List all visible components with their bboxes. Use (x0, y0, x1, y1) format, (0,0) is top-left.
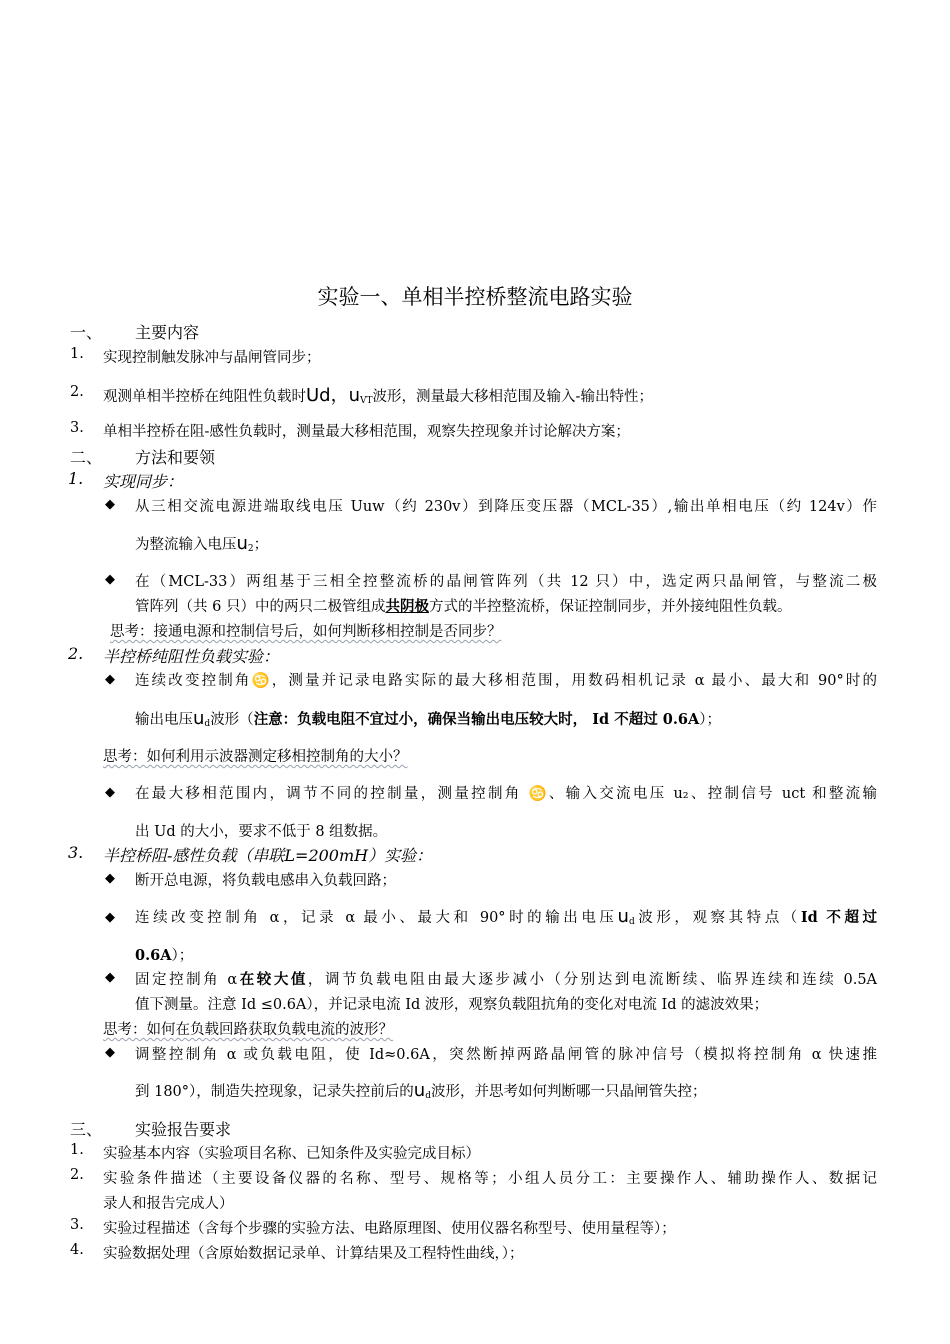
m3b4-sub: d (425, 1091, 431, 1101)
item-2-pre: 观测单相半控桥在纯阻性负载时 (103, 389, 306, 405)
m3b2-pre: 连续改变控制角 α，记录 α 最小、最大和 90°时的输出电压 (135, 910, 618, 926)
bullet-diamond: ◆ (105, 871, 115, 886)
bullet-diamond: ◆ (105, 910, 115, 925)
item-2-u: u (348, 385, 361, 406)
report-2-number: 2. (70, 1167, 84, 1183)
m3b2-bold-2: 0.6A (135, 947, 172, 964)
section-2-number: 二、 (70, 448, 103, 467)
method-3-heading: 半控桥阻-感性负载（串联L=200mH）实验： (103, 846, 433, 865)
method-1-heading: 实现同步： (103, 472, 184, 491)
report-3-number: 3. (70, 1217, 84, 1233)
m3b2-u: u (617, 906, 629, 927)
m2b1-bold: 注意：负载电阻不宜过小，确保当输出电压较大时， Id 不超过 0.6A (253, 711, 700, 728)
method-3-think: 思考：如何在负载回路获取负载电流的波形？ (103, 1022, 393, 1038)
section-3-number: 三、 (70, 1120, 103, 1139)
m2b1-u: u (193, 708, 205, 729)
method-3-bullet-2-line-2 (135, 944, 193, 965)
m1b1-pre: 为整流输入电压 (135, 537, 237, 553)
item-3-number: 3. (70, 420, 84, 436)
m3b2-bold: Id 不超过 (800, 909, 878, 926)
m1b1-post: ； (253, 537, 269, 553)
method-3-bullet-4-line-2 (135, 1080, 706, 1101)
m3b2-post: ）； (171, 948, 194, 964)
method-3-bullet-4-line-1: 调整控制角 α 或负载电阻，使 Id≈0.6A，突然断掉两路晶闸管的脉冲信号（模拟将控制角 α 快速推 (135, 1047, 877, 1063)
method-3-number: 3. (68, 843, 84, 862)
report-4-number: 4. (70, 1242, 84, 1258)
m3b4-u: u (413, 1080, 426, 1101)
method-2-bullet-1-line-1: 连续改变控制角♋，测量并记录电路实际的最大移相范围，用数码相机记录 α 最小、最大和 90°时的 (135, 673, 877, 689)
report-2-line-1: 实验条件描述（主要设备仪器的名称、型号、规格等；小组人员分工：主要操作人、辅助操作人、数据记 (103, 1171, 877, 1187)
method-3-bullet-3-line-1 (135, 968, 877, 989)
m3b3-pre: 固定控制角 α (135, 972, 238, 988)
item-1-number: 1. (70, 346, 84, 362)
method-2-bullet-2-line-2: 出 Ud 的大小，要求不低于 8 组数据。 (135, 824, 388, 840)
m2b1-mid: 波形（ (210, 712, 254, 728)
section-1-heading: 主要内容 (135, 323, 200, 342)
method-1-bullet-1-line-2 (135, 533, 268, 554)
bullet-diamond: ◆ (105, 970, 115, 985)
m1b2-pre: 管阵列（共 6 只）中的两只二极管组成 (135, 599, 386, 615)
method-2-heading: 半控桥纯阻性负载实验： (103, 647, 280, 666)
method-3-bullet-3-line-2: 值下测量。注意 Id ≤0.6A），并记录电流 Id 波形，观察负载阻抗角的变化对电流 Id 的滤波效果； (135, 997, 769, 1013)
bullet-diamond: ◆ (105, 497, 115, 512)
method-1-bullet-2-line-1: 在（MCL-33）两组基于三相全控整流桥的晶闸管阵列（共 12 只）中，选定两只晶闸管，与整流二极 (135, 574, 877, 590)
method-1-bullet-1-line-1: 从三相交流电源进端取线电压 Uuw（约 230v）到降压变压器（MCL-35）,输出单相电压（约 124v）作 (135, 499, 877, 515)
report-1-text: 实验基本内容（实验项目名称、已知条件及实验完成目标） (103, 1146, 480, 1162)
item-1-text: 实现控制触发脉冲与晶闸管同步； (103, 350, 321, 366)
section-1-number: 一、 (70, 323, 103, 342)
report-1-number: 1. (70, 1142, 84, 1158)
bullet-diamond: ◆ (105, 572, 115, 587)
m3b4-post: 波形，并思考如何判断哪一只晶闸管失控； (430, 1084, 707, 1100)
report-2-line-2: 录人和报告完成人） (103, 1196, 234, 1212)
method-3-bullet-2-line-1 (135, 906, 877, 927)
item-3-text: 单相半控桥在阻-感性负载时，测量最大移相范围，观察失控现象并讨论解决方案； (103, 424, 630, 440)
m1b2-post: 方式的半控整流桥，保证控制同步，并外接纯阻性负载。 (428, 599, 792, 615)
section-3-heading: 实验报告要求 (135, 1120, 232, 1139)
m2b1-pre: 输出电压 (135, 712, 193, 728)
method-2-bullet-2-line-1: 在最大移相范围内，调节不同的控制量，测量控制角 ♋、输入交流电压 u₂、控制信号 uct 和整流输 (135, 786, 877, 802)
m1b2-bold: 共阴极 (385, 598, 429, 615)
m3b3-post: ，调节负载电阻由最大逐步减小（分别达到电流断续、临界连续和连续 0.5A (307, 972, 878, 988)
method-1-bullet-2-line-2 (135, 595, 791, 616)
item-2-ud: Ud， (306, 385, 349, 406)
item-2-post: 波形，测量最大移相范围及输入-输出特性； (372, 389, 653, 405)
item-2-number: 2. (70, 384, 84, 400)
item-2-text (103, 381, 653, 407)
m3b3-bold: 在较大值 (237, 971, 308, 988)
item-2-sub: VT (360, 396, 373, 406)
report-3-text: 实验过程描述（含每个步骤的实验方法、电路原理图、使用仪器名称型号、使用量程等）； (103, 1221, 676, 1237)
method-3-bullet-1: 断开总电源，将负载电感串入负载回路； (135, 873, 396, 889)
page-title: 实验一、单相半控桥整流电路实验 (317, 285, 633, 309)
method-1-think: 思考：接通电源和控制信号后，如何判断移相控制是否同步？ (110, 624, 502, 640)
m2b1-sub: d (204, 719, 211, 729)
bullet-diamond: ◆ (105, 785, 115, 800)
m1b1-sub: 2 (247, 544, 254, 554)
report-4-text: 实验数据处理（含原始数据记录单、计算结果及工程特性曲线，）； (103, 1246, 524, 1262)
method-2-bullet-1-line-2 (135, 708, 721, 729)
m3b4-pre: 到 180°），制造失控现象，记录失控前后的 (135, 1084, 414, 1100)
section-2-heading: 方法和要领 (135, 448, 216, 467)
m1b1-u: u (236, 533, 248, 554)
m2b1-post: ）； (699, 712, 721, 728)
bullet-diamond: ◆ (105, 1045, 115, 1060)
method-2-number: 2. (68, 644, 84, 663)
method-1-number: 1. (68, 469, 84, 488)
bullet-diamond: ◆ (105, 672, 115, 687)
method-2-think: 思考：如何利用示波器测定移相控制角的大小？ (103, 749, 408, 765)
m3b2-sub: d (628, 917, 635, 927)
m3b2-mid: 波形，观察其特点（ (634, 910, 801, 926)
